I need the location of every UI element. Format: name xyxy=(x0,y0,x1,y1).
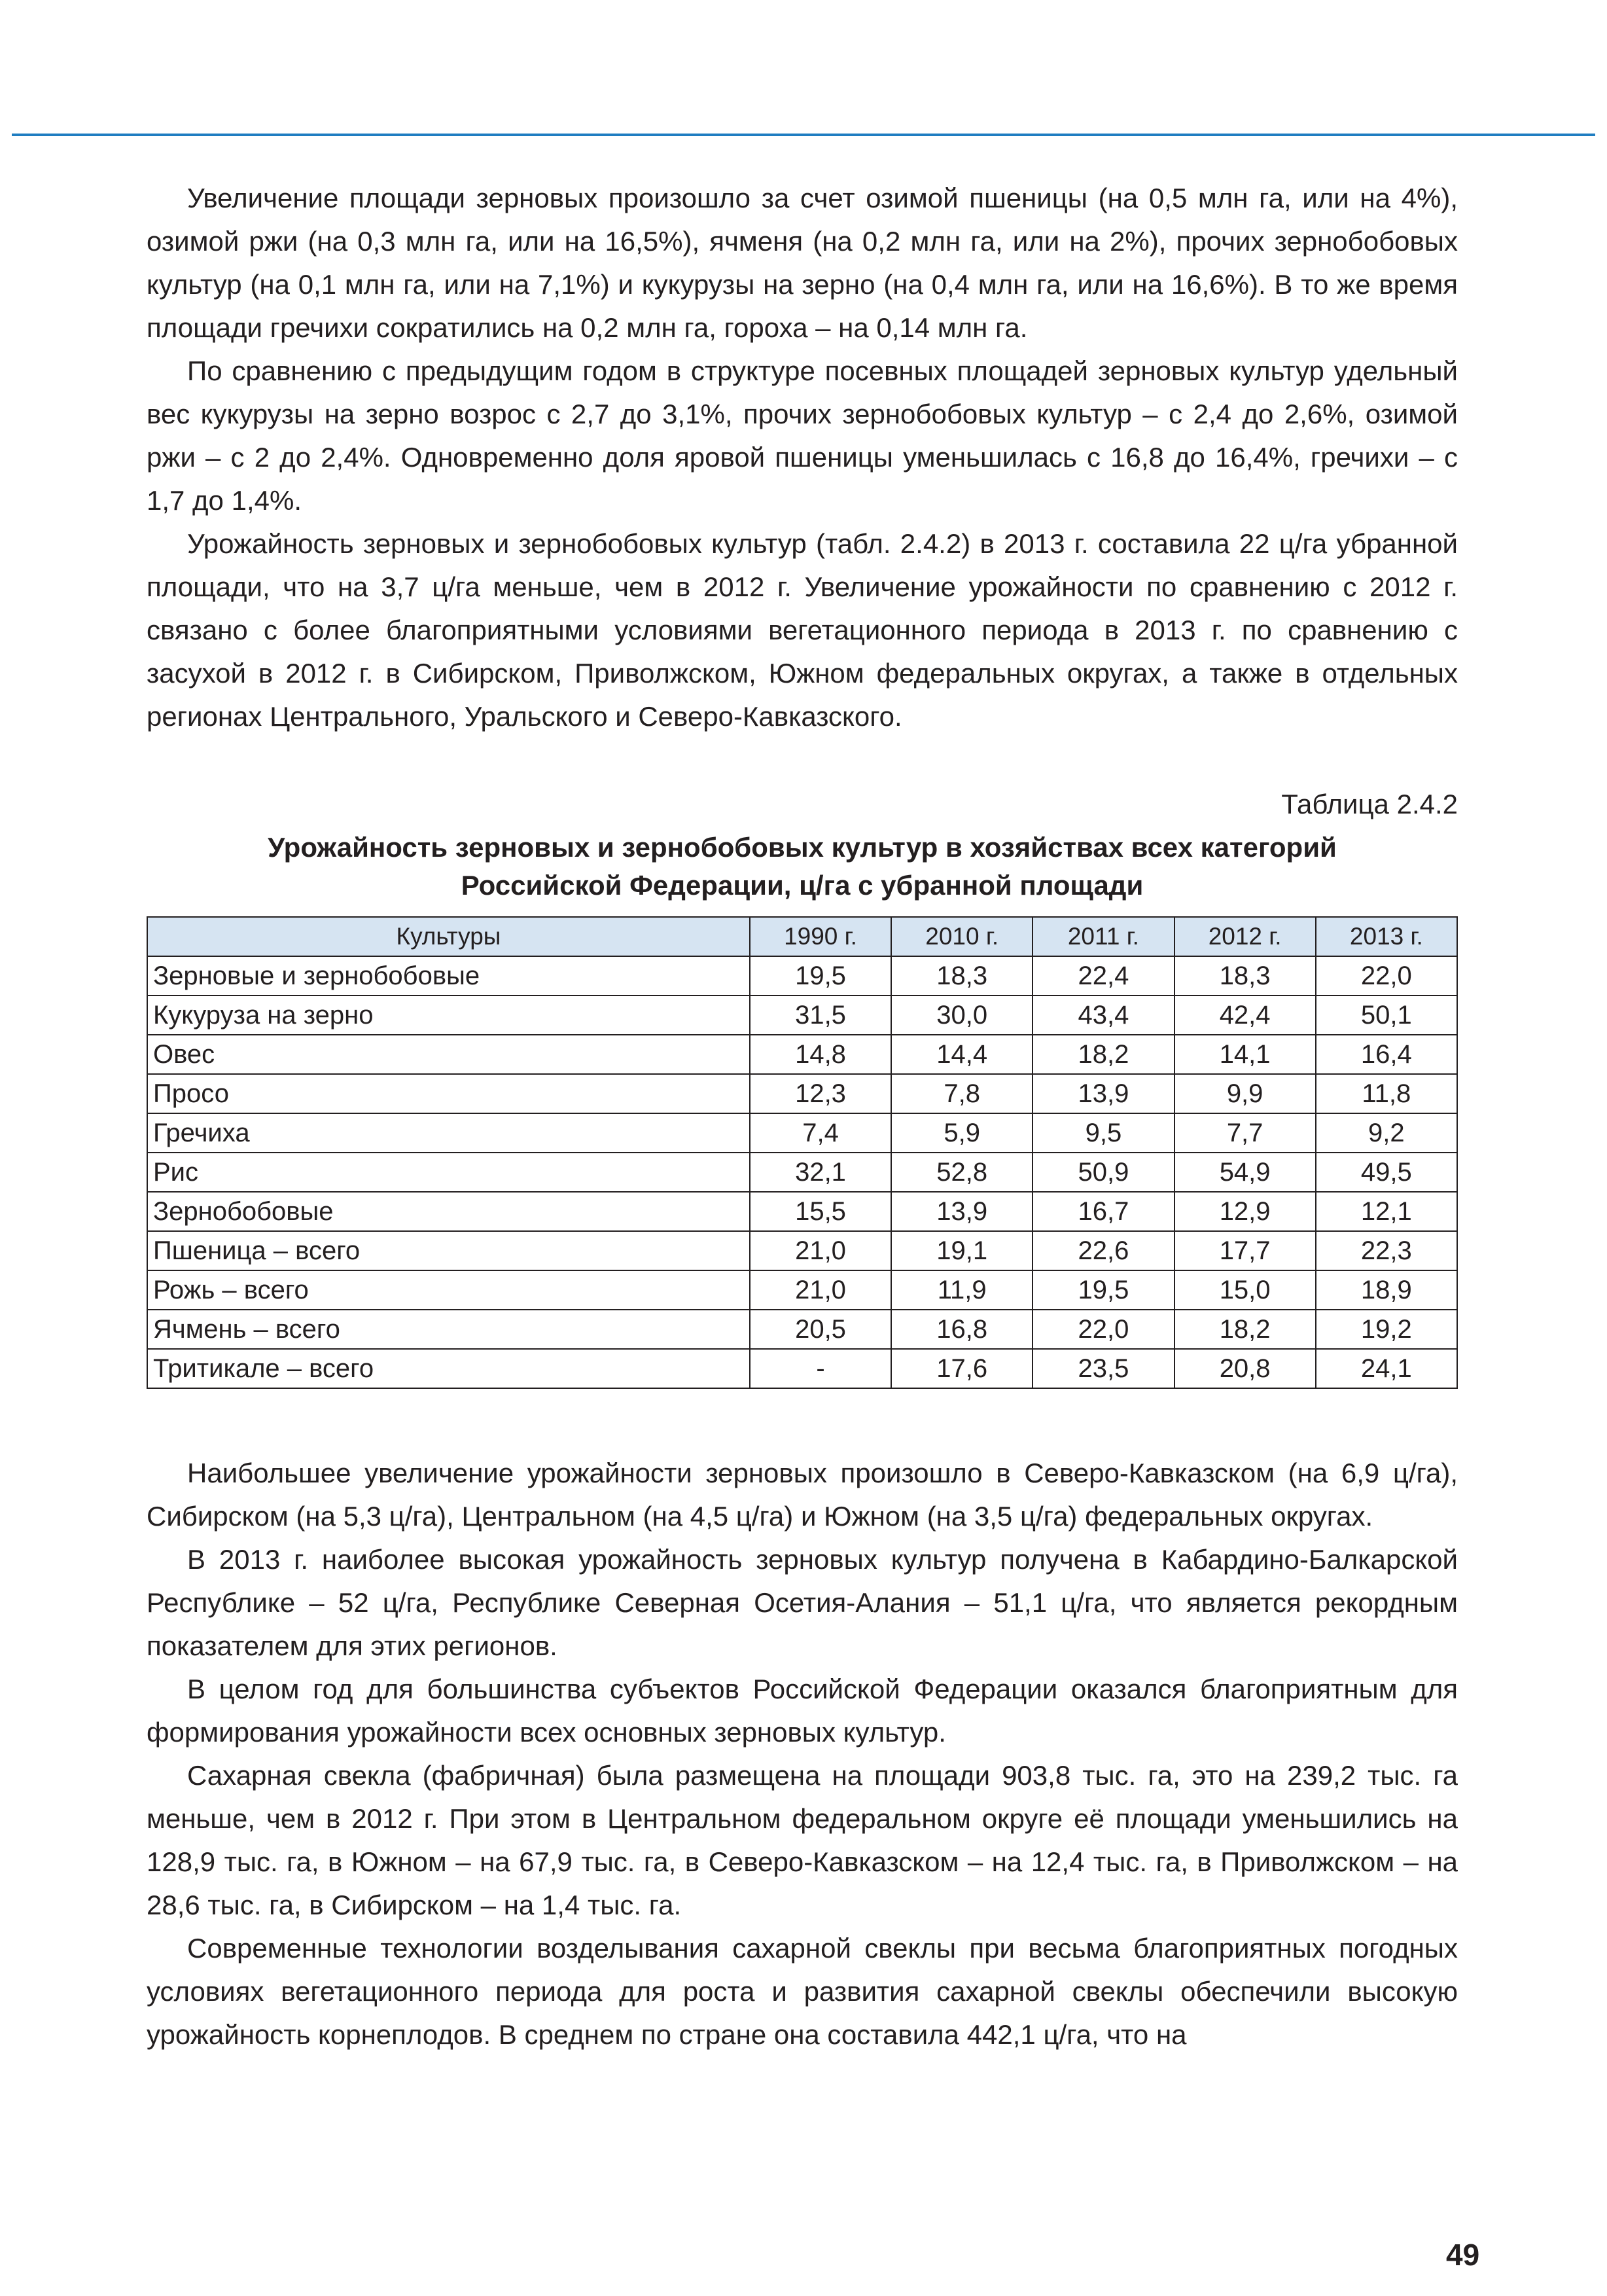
value-2012: 18,3 xyxy=(1174,956,1316,996)
text-after-table xyxy=(147,1452,1458,2056)
value-2012: 17,7 xyxy=(1174,1231,1316,1270)
crop-name: Гречиха xyxy=(147,1113,750,1153)
table-row xyxy=(147,956,1457,996)
value-2010: 16,8 xyxy=(891,1310,1033,1349)
value-1990: - xyxy=(750,1349,891,1388)
column-header-2012: 2012 г. xyxy=(1174,917,1316,956)
value-2010: 7,8 xyxy=(891,1074,1033,1113)
crop-name: Рожь – всего xyxy=(147,1270,750,1310)
table-header-row xyxy=(147,917,1457,956)
table-caption: Таблица 2.4.2 xyxy=(1281,789,1458,819)
value-1990: 21,0 xyxy=(750,1231,891,1270)
table-title xyxy=(147,829,1458,905)
column-header-2013: 2013 г. xyxy=(1316,917,1457,956)
value-2012: 54,9 xyxy=(1174,1153,1316,1192)
value-2013: 24,1 xyxy=(1316,1349,1457,1388)
value-2013: 49,5 xyxy=(1316,1153,1457,1192)
value-1990: 20,5 xyxy=(750,1310,891,1349)
paragraph: По сравнению с предыдущим годом в структуре посевных площадей зерновых культур удельный вес кукурузы на зерно возрос с 2,7 до 3,1%, прочих зернобобовых культур – с 2,4 до 2,6%, озимой ржи – с 2 до 2,4%. Одновременно доля яровой пшеницы уменьшилась с 16,8 до 16,4%, гречихи – с 1,7 до 1,4%. xyxy=(147,355,1458,516)
column-header-2010: 2010 г. xyxy=(891,917,1033,956)
table-row xyxy=(147,1153,1457,1192)
table-row xyxy=(147,1035,1457,1074)
table-title-line-1: Урожайность зерновых и зернобобовых культур в хозяйствах всех категорий xyxy=(268,832,1337,863)
paragraph: Урожайность зерновых и зернобобовых культур (табл. 2.4.2) в 2013 г. составила 22 ц/га убранной площади, что на 3,7 ц/га меньше, чем в 2012 г. Увеличение урожайности по сравнению с 2012 г. связано с более благоприятными условиями вегетационного периода в 2013 г. по сравнению с засухой в 2012 г. в Сибирском, Приволжском, Южном федеральных округах, а также в отдельных регионах Центрального, Уральского и Северо-Кавказского. xyxy=(147,528,1458,732)
header-rule xyxy=(12,134,1595,136)
value-1990: 31,5 xyxy=(750,996,891,1035)
value-2010: 13,9 xyxy=(891,1192,1033,1231)
value-2013: 12,1 xyxy=(1316,1192,1457,1231)
page-number: 49 xyxy=(1446,2238,1480,2272)
crop-name: Просо xyxy=(147,1074,750,1113)
table-row xyxy=(147,1113,1457,1153)
page-content xyxy=(147,177,1458,2056)
value-2013: 16,4 xyxy=(1316,1035,1457,1074)
crop-name: Зерновые и зернобобовые xyxy=(147,956,750,996)
paragraph: Увеличение площади зерновых произошло за счет озимой пшеницы (на 0,5 млн га, или на 4%), озимой ржи (на 0,3 млн га, или на 16,5%), ячменя (на 0,2 млн га, или на 2%), прочих зернобобовых культур (на 0,1 млн га, или на 7,1%) и кукурузы на зерно (на 0,4 млн га, или на 16,6%). В то же время площади гречихи сократились на 0,2 млн га, гороха – на 0,14 млн га. xyxy=(147,183,1458,343)
value-2010: 19,1 xyxy=(891,1231,1033,1270)
table-row xyxy=(147,1074,1457,1113)
value-2012: 14,1 xyxy=(1174,1035,1316,1074)
column-header-2011: 2011 г. xyxy=(1033,917,1174,956)
table-row xyxy=(147,996,1457,1035)
value-2011: 13,9 xyxy=(1033,1074,1174,1113)
paragraph: Наибольшее увеличение урожайности зерновых произошло в Северо-Кавказском (на 6,9 ц/га), Сибирском (на 5,3 ц/га), Центральном (на 4,5 ц/га) и Южном (на 3,5 ц/га) федеральных округах. xyxy=(147,1458,1458,1532)
paragraph: В 2013 г. наиболее высокая урожайность зерновых культур получена в Кабардино-Балкарской Республике – 52 ц/га, Республике Северная Осетия-Алания – 51,1 ц/га, что является рекордным показателем для этих регионов. xyxy=(147,1544,1458,1661)
value-2010: 5,9 xyxy=(891,1113,1033,1153)
value-1990: 12,3 xyxy=(750,1074,891,1113)
value-2013: 18,9 xyxy=(1316,1270,1457,1310)
value-2010: 14,4 xyxy=(891,1035,1033,1074)
yield-table xyxy=(147,916,1458,1389)
crop-name: Тритикале – всего xyxy=(147,1349,750,1388)
value-2011: 19,5 xyxy=(1033,1270,1174,1310)
value-2012: 20,8 xyxy=(1174,1349,1316,1388)
crop-name: Зернобобовые xyxy=(147,1192,750,1231)
value-2010: 52,8 xyxy=(891,1153,1033,1192)
value-2013: 50,1 xyxy=(1316,996,1457,1035)
value-2011: 22,4 xyxy=(1033,956,1174,996)
value-1990: 32,1 xyxy=(750,1153,891,1192)
table-row xyxy=(147,1231,1457,1270)
value-2013: 11,8 xyxy=(1316,1074,1457,1113)
paragraph: Сахарная свекла (фабричная) была размещена на площади 903,8 тыс. га, это на 239,2 тыс. га меньше, чем в 2012 г. При этом в Центральном федеральном округе её площади уменьшились на 128,9 тыс. га, в Южном – на 67,9 тыс. га, в Северо-Кавказском – на 12,4 тыс. га, в Приволжском – на 28,6 тыс. га, в Сибирском – на 1,4 тыс. га. xyxy=(147,1760,1458,1920)
value-2011: 22,6 xyxy=(1033,1231,1174,1270)
value-1990: 19,5 xyxy=(750,956,891,996)
crop-name: Пшеница – всего xyxy=(147,1231,750,1270)
value-2013: 22,0 xyxy=(1316,956,1457,996)
value-2012: 9,9 xyxy=(1174,1074,1316,1113)
value-2012: 18,2 xyxy=(1174,1310,1316,1349)
crop-name: Рис xyxy=(147,1153,750,1192)
value-2013: 22,3 xyxy=(1316,1231,1457,1270)
value-2011: 43,4 xyxy=(1033,996,1174,1035)
value-1990: 21,0 xyxy=(750,1270,891,1310)
value-2010: 18,3 xyxy=(891,956,1033,996)
value-2012: 42,4 xyxy=(1174,996,1316,1035)
crop-name: Ячмень – всего xyxy=(147,1310,750,1349)
value-2010: 11,9 xyxy=(891,1270,1033,1310)
value-2011: 16,7 xyxy=(1033,1192,1174,1231)
value-2011: 23,5 xyxy=(1033,1349,1174,1388)
table-row xyxy=(147,1349,1457,1388)
value-2012: 15,0 xyxy=(1174,1270,1316,1310)
crop-name: Кукуруза на зерно xyxy=(147,996,750,1035)
value-2010: 17,6 xyxy=(891,1349,1033,1388)
table-row xyxy=(147,1310,1457,1349)
value-2013: 9,2 xyxy=(1316,1113,1457,1153)
value-1990: 15,5 xyxy=(750,1192,891,1231)
value-2011: 22,0 xyxy=(1033,1310,1174,1349)
value-2011: 9,5 xyxy=(1033,1113,1174,1153)
value-2012: 12,9 xyxy=(1174,1192,1316,1231)
value-2011: 50,9 xyxy=(1033,1153,1174,1192)
value-1990: 7,4 xyxy=(750,1113,891,1153)
value-2012: 7,7 xyxy=(1174,1113,1316,1153)
table-title-line-2: Российской Федерации, ц/га с убранной площади xyxy=(461,870,1144,901)
crop-name: Овес xyxy=(147,1035,750,1074)
value-2013: 19,2 xyxy=(1316,1310,1457,1349)
table-row xyxy=(147,1270,1457,1310)
paragraph: В целом год для большинства субъектов Российской Федерации оказался благоприятным для формирования урожайности всех основных зерновых культур. xyxy=(147,1674,1458,1748)
table-row xyxy=(147,1192,1457,1231)
value-1990: 14,8 xyxy=(750,1035,891,1074)
paragraph: Современные технологии возделывания сахарной свеклы при весьма благоприятных погодных условиях вегетационного периода для роста и развития сахарной свеклы обеспечили высокую урожайность корнеплодов. В среднем по стране она составила 442,1 ц/га, что на xyxy=(147,1933,1458,2050)
value-2010: 30,0 xyxy=(891,996,1033,1035)
column-header-1990: 1990 г. xyxy=(750,917,891,956)
value-2011: 18,2 xyxy=(1033,1035,1174,1074)
column-header-crops: Культуры xyxy=(147,917,750,956)
